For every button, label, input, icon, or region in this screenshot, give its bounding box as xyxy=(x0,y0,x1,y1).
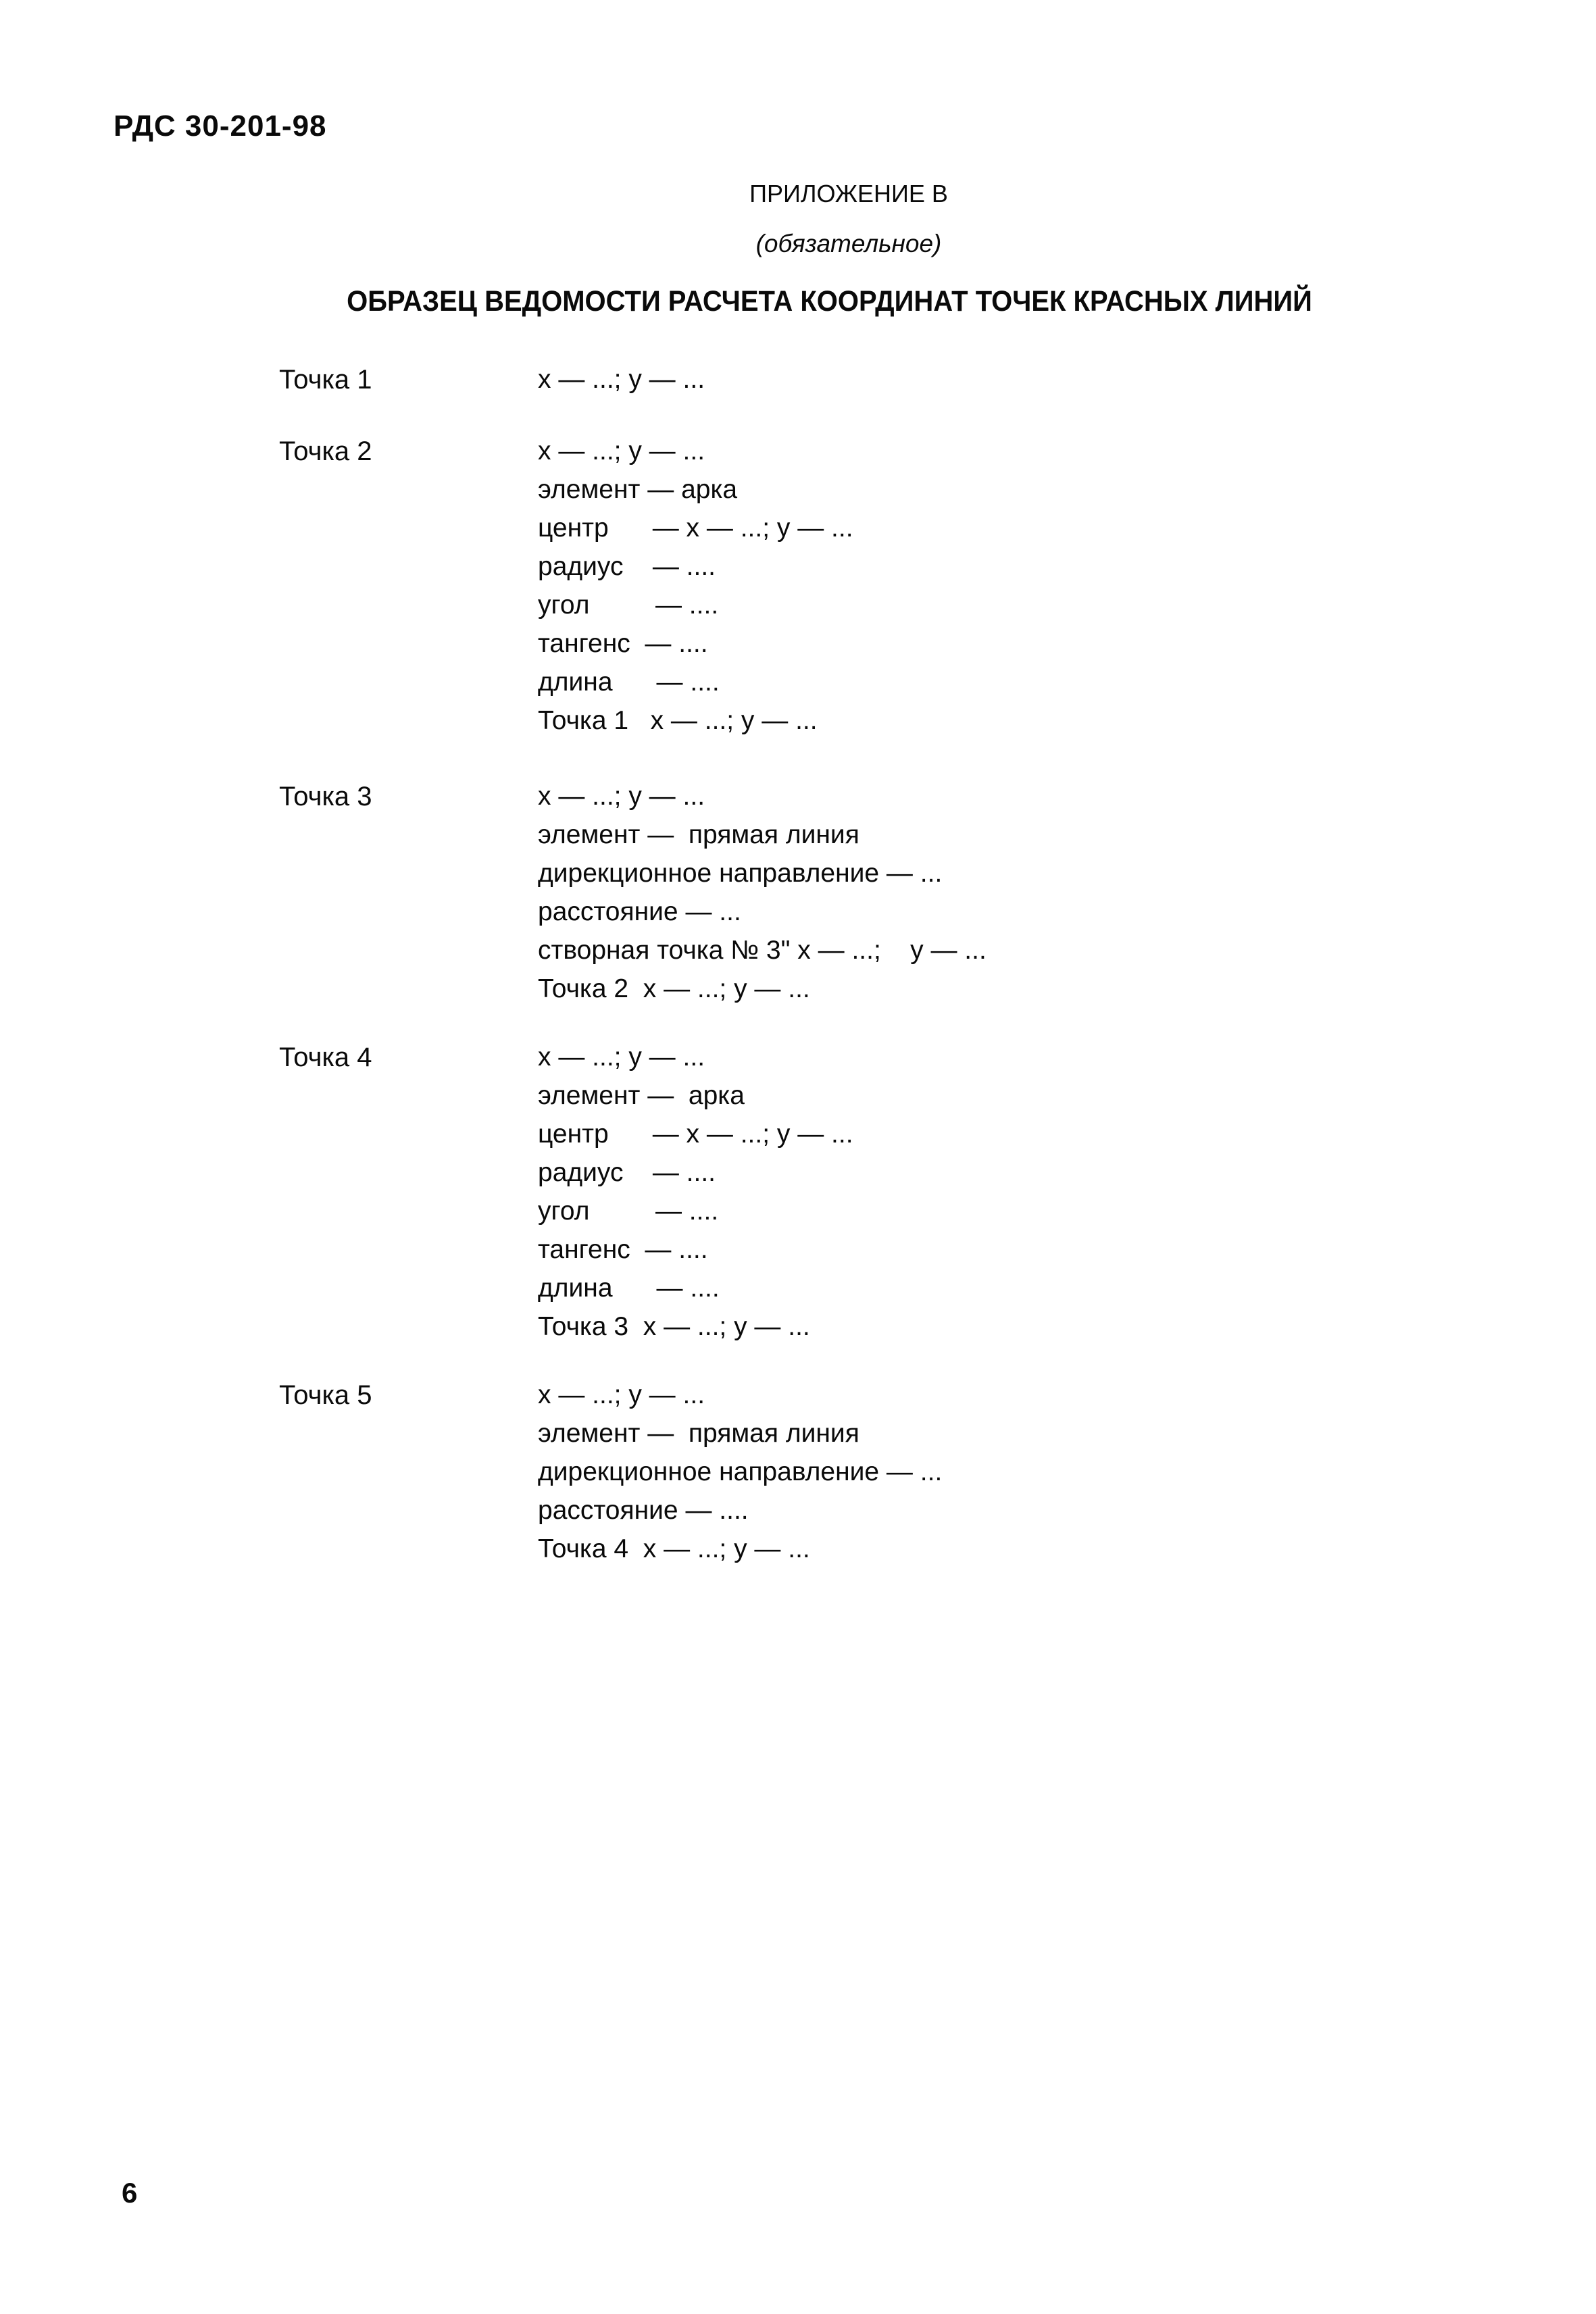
point-line: тангенс — .... xyxy=(538,1235,708,1264)
point-label: Точка 5 xyxy=(279,1380,372,1410)
point-label: Точка 2 xyxy=(279,436,372,466)
point-line: тангенс — .... xyxy=(538,629,708,658)
point-line: дирекционное направление — ... xyxy=(538,1457,943,1486)
point-line: расстояние — .... xyxy=(538,1496,749,1525)
point-line: Точка 3 x — ...; y — ... xyxy=(538,1312,810,1341)
point-line: радиус — .... xyxy=(538,1158,716,1187)
point-line: элемент — арка xyxy=(538,1081,745,1110)
point-line: x — ...; y — ... xyxy=(538,365,705,394)
point-line: угол — .... xyxy=(538,590,719,620)
point-line: x — ...; y — ... xyxy=(538,436,705,466)
point-line: x — ...; y — ... xyxy=(538,1042,705,1072)
page-title: ОБРАЗЕЦ ВЕДОМОСТИ РАСЧЕТА КООРДИНАТ ТОЧЕК КРАСНЫХ ЛИНИЙ xyxy=(347,285,1312,318)
point-line: радиус — .... xyxy=(538,552,716,581)
point-line: дирекционное направление — ... xyxy=(538,859,943,888)
point-line: центр — x — ...; y — ... xyxy=(538,1120,853,1149)
point-line: элемент — прямая линия xyxy=(538,820,859,849)
point-line: Точка 1 x — ...; y — ... xyxy=(538,706,818,735)
document-code: РДС 30-201-98 xyxy=(114,109,327,143)
point-line: Точка 2 x — ...; y — ... xyxy=(538,974,810,1003)
point-line: расстояние — ... xyxy=(538,897,741,926)
point-label: Точка 1 xyxy=(279,365,372,395)
point-line: створная точка № 3" x — ...; y — ... xyxy=(538,936,987,965)
point-line: элемент — прямая линия xyxy=(538,1419,859,1448)
point-label: Точка 3 xyxy=(279,782,372,811)
point-line: угол — .... xyxy=(538,1197,719,1226)
point-line: длина — .... xyxy=(538,668,720,697)
point-line: x — ...; y — ... xyxy=(538,782,705,811)
point-label: Точка 4 xyxy=(279,1042,372,1072)
point-line: центр — x — ...; y — ... xyxy=(538,513,853,543)
appendix-status: (обязательное) xyxy=(755,230,942,257)
point-line: длина — .... xyxy=(538,1274,720,1303)
point-line: элемент — арка xyxy=(538,475,738,504)
point-line: Точка 4 x — ...; y — ... xyxy=(538,1534,810,1563)
point-line: x — ...; y — ... xyxy=(538,1380,705,1409)
page-number: 6 xyxy=(122,2177,138,2209)
appendix-heading: ПРИЛОЖЕНИЕ В xyxy=(749,180,948,207)
